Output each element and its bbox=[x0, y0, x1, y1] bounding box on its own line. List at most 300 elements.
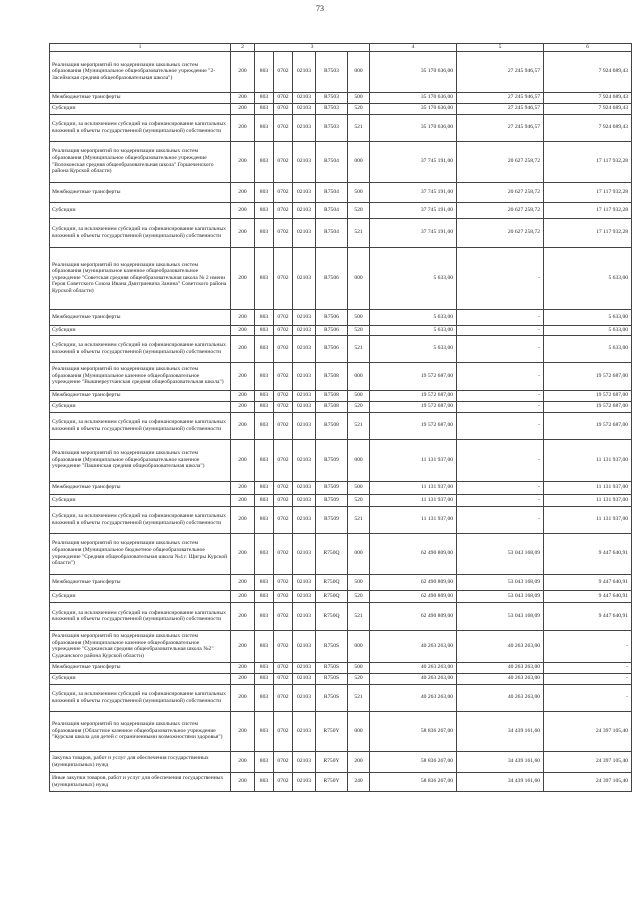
cs2-cell: R7504 bbox=[316, 218, 348, 247]
gr-cell: 200 bbox=[231, 182, 255, 202]
name-cell: Межбюджетные трансферты bbox=[50, 182, 231, 202]
amount-cell: - bbox=[457, 390, 544, 401]
gr-cell: 200 bbox=[231, 673, 255, 684]
table-row bbox=[50, 218, 632, 247]
amount-cell: - bbox=[457, 494, 544, 506]
cs-cell: 02103 bbox=[293, 481, 316, 494]
pr-cell: 0702 bbox=[274, 751, 293, 772]
amount-cell: 5 633,00 bbox=[370, 309, 457, 325]
vr-cell: 500 bbox=[348, 309, 370, 325]
vr-cell: 520 bbox=[348, 401, 370, 412]
cs2-cell: R7504 bbox=[316, 182, 348, 202]
name-cell: Субсидии, за исключением субсидий на софинансирование капитальных вложений в объекты государственной (муниципальной) собственности bbox=[50, 602, 231, 630]
cs-cell: 02103 bbox=[293, 309, 316, 325]
rz-cell: 803 bbox=[255, 574, 274, 590]
amount-cell: 40 263 263,00 bbox=[370, 630, 457, 662]
rz-cell: 803 bbox=[255, 590, 274, 602]
amount-cell: 17 117 932,28 bbox=[544, 218, 632, 247]
pr-cell: 0702 bbox=[274, 684, 293, 711]
cs-cell: 02103 bbox=[293, 362, 316, 390]
gr-cell: 200 bbox=[231, 662, 255, 673]
vr-cell: 521 bbox=[348, 506, 370, 533]
amount-cell: 35 170 636,00 bbox=[370, 92, 457, 103]
gr-cell: 200 bbox=[231, 439, 255, 481]
amount-cell: - bbox=[457, 401, 544, 412]
name-cell: Реализация мероприятий по модернизации школьных систем образования (Областное казенное общеобразовательное учреждение "Курская школа для детей с ограниченными возможностями здоровья") bbox=[50, 711, 231, 751]
amount-cell: 19 572 687,00 bbox=[370, 401, 457, 412]
amount-cell: 37 745 191,00 bbox=[370, 202, 457, 218]
gr-cell: 200 bbox=[231, 590, 255, 602]
amount-cell: 11 131 937,00 bbox=[544, 439, 632, 481]
name-cell: Субсидии, за исключением субсидий на софинансирование капитальных вложений в объекты государственной (муниципальной) собственности bbox=[50, 218, 231, 247]
name-cell: Субсидии bbox=[50, 401, 231, 412]
amount-cell: 20 627 258,72 bbox=[457, 141, 544, 182]
amount-cell: 35 170 636,00 bbox=[370, 51, 457, 92]
table-row bbox=[50, 481, 632, 494]
cs-cell: 02103 bbox=[293, 711, 316, 751]
pr-cell: 0702 bbox=[274, 325, 293, 335]
amount-cell: 34 439 161,60 bbox=[457, 711, 544, 751]
pr-cell: 0702 bbox=[274, 335, 293, 362]
amount-cell: 20 627 258,72 bbox=[457, 182, 544, 202]
amount-cell: - bbox=[544, 673, 632, 684]
table-row bbox=[50, 684, 632, 711]
pr-cell: 0702 bbox=[274, 114, 293, 141]
gr-cell: 200 bbox=[231, 630, 255, 662]
cs-cell: 02103 bbox=[293, 673, 316, 684]
vr-cell: 521 bbox=[348, 602, 370, 630]
cs2-cell: R750Y bbox=[316, 711, 348, 751]
table-row bbox=[50, 401, 632, 412]
vr-cell: 000 bbox=[348, 711, 370, 751]
amount-cell: 11 131 937,00 bbox=[544, 506, 632, 533]
amount-cell: 11 131 937,00 bbox=[370, 481, 457, 494]
cs2-cell: R750S bbox=[316, 673, 348, 684]
cs-cell: 02103 bbox=[293, 494, 316, 506]
vr-cell: 500 bbox=[348, 481, 370, 494]
amount-cell: 34 439 161,60 bbox=[457, 751, 544, 772]
vr-cell: 000 bbox=[348, 362, 370, 390]
amount-cell: 9 447 640,91 bbox=[544, 533, 632, 574]
cs2-cell: R7508 bbox=[316, 401, 348, 412]
cs-cell: 02103 bbox=[293, 325, 316, 335]
amount-cell: - bbox=[544, 662, 632, 673]
name-cell: Субсидии, за исключением субсидий на софинансирование капитальных вложений в объекты государственной (муниципальной) собственности bbox=[50, 114, 231, 141]
rz-cell: 803 bbox=[255, 684, 274, 711]
amount-cell: - bbox=[457, 481, 544, 494]
vr-cell: 500 bbox=[348, 92, 370, 103]
rz-cell: 803 bbox=[255, 141, 274, 182]
cs2-cell: R7508 bbox=[316, 412, 348, 439]
table-row bbox=[50, 325, 632, 335]
cs2-cell: R7508 bbox=[316, 390, 348, 401]
cs2-cell: R750Y bbox=[316, 751, 348, 772]
header-cell: 3 bbox=[255, 44, 370, 52]
amount-cell: 5 633,00 bbox=[544, 335, 632, 362]
cs-cell: 02103 bbox=[293, 247, 316, 309]
pr-cell: 0702 bbox=[274, 202, 293, 218]
cs2-cell: R750Q bbox=[316, 590, 348, 602]
amount-cell: 11 131 937,00 bbox=[544, 494, 632, 506]
cs-cell: 02103 bbox=[293, 141, 316, 182]
amount-cell: - bbox=[457, 247, 544, 309]
name-cell: Субсидии bbox=[50, 494, 231, 506]
pr-cell: 0702 bbox=[274, 412, 293, 439]
amount-cell: - bbox=[544, 684, 632, 711]
name-cell: Реализация мероприятий по модернизации школьных систем образования (Муниципальное общеобразовательное учреждение "2-Засеймская средняя общеобразовательная школа") bbox=[50, 51, 231, 92]
amount-cell: 5 633,00 bbox=[370, 247, 457, 309]
cs-cell: 02103 bbox=[293, 662, 316, 673]
amount-cell: - bbox=[457, 335, 544, 362]
vr-cell: 520 bbox=[348, 494, 370, 506]
rz-cell: 803 bbox=[255, 439, 274, 481]
vr-cell: 521 bbox=[348, 412, 370, 439]
table-row bbox=[50, 182, 632, 202]
name-cell: Межбюджетные трансферты bbox=[50, 92, 231, 103]
table-row bbox=[50, 309, 632, 325]
name-cell: Субсидии, за исключением субсидий на софинансирование капитальных вложений в объекты государственной (муниципальной) собственности bbox=[50, 412, 231, 439]
amount-cell: 58 836 267,00 bbox=[370, 751, 457, 772]
amount-cell: 19 572 687,00 bbox=[370, 412, 457, 439]
vr-cell: 000 bbox=[348, 51, 370, 92]
vr-cell: 500 bbox=[348, 574, 370, 590]
table-row bbox=[50, 751, 632, 772]
vr-cell: 500 bbox=[348, 182, 370, 202]
amount-cell: - bbox=[457, 439, 544, 481]
amount-cell: 53 043 168,09 bbox=[457, 533, 544, 574]
table-row bbox=[50, 439, 632, 481]
cs2-cell: R7503 bbox=[316, 92, 348, 103]
amount-cell: 19 572 687,00 bbox=[544, 362, 632, 390]
rz-cell: 803 bbox=[255, 751, 274, 772]
name-cell: Закупка товаров, работ и услуг для обеспечения государственных (муниципальных) нужд bbox=[50, 751, 231, 772]
pr-cell: 0702 bbox=[274, 390, 293, 401]
rz-cell: 803 bbox=[255, 182, 274, 202]
cs-cell: 02103 bbox=[293, 390, 316, 401]
amount-cell: 62 490 809,00 bbox=[370, 602, 457, 630]
cs2-cell: R7504 bbox=[316, 202, 348, 218]
amount-cell: 20 627 258,72 bbox=[457, 202, 544, 218]
amount-cell: 34 439 161,60 bbox=[457, 772, 544, 791]
name-cell: Субсидии bbox=[50, 103, 231, 114]
rz-cell: 803 bbox=[255, 51, 274, 92]
pr-cell: 0702 bbox=[274, 630, 293, 662]
gr-cell: 200 bbox=[231, 309, 255, 325]
gr-cell: 200 bbox=[231, 772, 255, 791]
amount-cell: 53 043 168,09 bbox=[457, 590, 544, 602]
cs2-cell: R7504 bbox=[316, 141, 348, 182]
name-cell: Субсидии, за исключением субсидий на софинансирование капитальных вложений в объекты государственной (муниципальной) собственности bbox=[50, 684, 231, 711]
amount-cell: 19 572 687,00 bbox=[370, 362, 457, 390]
amount-cell: 35 170 636,00 bbox=[370, 103, 457, 114]
amount-cell: 40 263 263,00 bbox=[457, 673, 544, 684]
amount-cell: - bbox=[457, 506, 544, 533]
table-row bbox=[50, 506, 632, 533]
cs2-cell: R7506 bbox=[316, 247, 348, 309]
gr-cell: 200 bbox=[231, 218, 255, 247]
amount-cell: 40 263 263,00 bbox=[457, 684, 544, 711]
gr-cell: 200 bbox=[231, 202, 255, 218]
vr-cell: 500 bbox=[348, 390, 370, 401]
gr-cell: 200 bbox=[231, 711, 255, 751]
cs-cell: 02103 bbox=[293, 439, 316, 481]
pr-cell: 0702 bbox=[274, 51, 293, 92]
amount-cell: 24 397 105,40 bbox=[544, 711, 632, 751]
table-row bbox=[50, 630, 632, 662]
cs2-cell: R750S bbox=[316, 684, 348, 711]
table-row bbox=[50, 602, 632, 630]
vr-cell: 520 bbox=[348, 590, 370, 602]
table-row bbox=[50, 590, 632, 602]
amount-cell: 40 263 263,00 bbox=[370, 662, 457, 673]
cs2-cell: R7506 bbox=[316, 335, 348, 362]
amount-cell: 40 263 263,00 bbox=[370, 673, 457, 684]
amount-cell: 7 924 689,43 bbox=[544, 114, 632, 141]
cs-cell: 02103 bbox=[293, 751, 316, 772]
amount-cell: - bbox=[457, 362, 544, 390]
name-cell: Реализация мероприятий по модернизации школьных систем образования (Муниципальное бюджетное общеобразовательное учреждение "Средняя общеобразовательная школа №4 г. Щигры Курской области") bbox=[50, 533, 231, 574]
pr-cell: 0702 bbox=[274, 218, 293, 247]
table-header-row bbox=[50, 44, 632, 52]
vr-cell: 520 bbox=[348, 202, 370, 218]
cs-cell: 02103 bbox=[293, 772, 316, 791]
header-cell: 4 bbox=[370, 44, 457, 52]
vr-cell: 520 bbox=[348, 673, 370, 684]
amount-cell: 5 633,00 bbox=[370, 335, 457, 362]
rz-cell: 803 bbox=[255, 103, 274, 114]
cs2-cell: R7506 bbox=[316, 309, 348, 325]
amount-cell: 11 131 937,00 bbox=[370, 506, 457, 533]
amount-cell: 11 131 937,00 bbox=[544, 481, 632, 494]
rz-cell: 803 bbox=[255, 401, 274, 412]
rz-cell: 803 bbox=[255, 506, 274, 533]
vr-cell: 000 bbox=[348, 439, 370, 481]
vr-cell: 200 bbox=[348, 751, 370, 772]
name-cell: Субсидии, за исключением субсидий на софинансирование капитальных вложений в объекты государственной (муниципальной) собственности bbox=[50, 335, 231, 362]
amount-cell: 53 043 168,09 bbox=[457, 602, 544, 630]
cs-cell: 02103 bbox=[293, 114, 316, 141]
cs2-cell: R7506 bbox=[316, 325, 348, 335]
pr-cell: 0702 bbox=[274, 494, 293, 506]
pr-cell: 0702 bbox=[274, 772, 293, 791]
pr-cell: 0702 bbox=[274, 673, 293, 684]
amount-cell: - bbox=[457, 325, 544, 335]
gr-cell: 200 bbox=[231, 506, 255, 533]
rz-cell: 803 bbox=[255, 533, 274, 574]
cs2-cell: R7509 bbox=[316, 481, 348, 494]
gr-cell: 200 bbox=[231, 533, 255, 574]
cs2-cell: R750Q bbox=[316, 533, 348, 574]
cs-cell: 02103 bbox=[293, 335, 316, 362]
cs-cell: 02103 bbox=[293, 182, 316, 202]
gr-cell: 200 bbox=[231, 114, 255, 141]
vr-cell: 000 bbox=[348, 247, 370, 309]
name-cell: Субсидии, за исключением субсидий на софинансирование капитальных вложений в объекты государственной (муниципальной) собственности bbox=[50, 506, 231, 533]
rz-cell: 803 bbox=[255, 481, 274, 494]
header-cell: 6 bbox=[544, 44, 632, 52]
cs-cell: 02103 bbox=[293, 602, 316, 630]
cs2-cell: R7509 bbox=[316, 439, 348, 481]
amount-cell: 20 627 258,72 bbox=[457, 218, 544, 247]
rz-cell: 803 bbox=[255, 630, 274, 662]
rz-cell: 803 bbox=[255, 247, 274, 309]
amount-cell: 19 572 687,00 bbox=[544, 412, 632, 439]
cs2-cell: R750Q bbox=[316, 602, 348, 630]
name-cell: Реализация мероприятий по модернизации школьных систем образования (Муниципальное общеобразовательное казенное учреждение "Пашинская средняя общеобразовательная школа") bbox=[50, 439, 231, 481]
pr-cell: 0702 bbox=[274, 141, 293, 182]
name-cell: Межбюджетные трансферты bbox=[50, 662, 231, 673]
amount-cell: 5 633,00 bbox=[370, 325, 457, 335]
rz-cell: 803 bbox=[255, 309, 274, 325]
gr-cell: 200 bbox=[231, 481, 255, 494]
amount-cell: 37 745 191,00 bbox=[370, 141, 457, 182]
pr-cell: 0702 bbox=[274, 182, 293, 202]
pr-cell: 0702 bbox=[274, 309, 293, 325]
amount-cell: 58 836 267,00 bbox=[370, 711, 457, 751]
cs2-cell: R7509 bbox=[316, 494, 348, 506]
name-cell: Субсидии bbox=[50, 202, 231, 218]
table-row bbox=[50, 103, 632, 114]
table-row bbox=[50, 92, 632, 103]
gr-cell: 200 bbox=[231, 335, 255, 362]
name-cell: Межбюджетные трансферты bbox=[50, 390, 231, 401]
amount-cell: 7 924 689,43 bbox=[544, 103, 632, 114]
cs2-cell: R7503 bbox=[316, 51, 348, 92]
table-row bbox=[50, 494, 632, 506]
amount-cell: - bbox=[457, 309, 544, 325]
cs-cell: 02103 bbox=[293, 506, 316, 533]
amount-cell: 62 490 809,00 bbox=[370, 533, 457, 574]
cs-cell: 02103 bbox=[293, 684, 316, 711]
table-row bbox=[50, 533, 632, 574]
pr-cell: 0702 bbox=[274, 401, 293, 412]
cs-cell: 02103 bbox=[293, 218, 316, 247]
gr-cell: 200 bbox=[231, 51, 255, 92]
page-number: 73 bbox=[316, 4, 324, 13]
pr-cell: 0702 bbox=[274, 506, 293, 533]
rz-cell: 803 bbox=[255, 335, 274, 362]
name-cell: Реализация мероприятий по модернизации школьных систем образования (Муниципальное общеобразовательное учреждение "Волоконская средняя общеобразовательная школа" Горшеченского района Курской области) bbox=[50, 141, 231, 182]
rz-cell: 803 bbox=[255, 662, 274, 673]
amount-cell: 9 447 640,91 bbox=[544, 590, 632, 602]
vr-cell: 521 bbox=[348, 218, 370, 247]
vr-cell: 520 bbox=[348, 325, 370, 335]
cs-cell: 02103 bbox=[293, 590, 316, 602]
table-row bbox=[50, 390, 632, 401]
cs-cell: 02103 bbox=[293, 51, 316, 92]
gr-cell: 200 bbox=[231, 92, 255, 103]
amount-cell: 40 263 263,00 bbox=[370, 684, 457, 711]
amount-cell: 19 572 687,00 bbox=[544, 401, 632, 412]
rz-cell: 803 bbox=[255, 772, 274, 791]
amount-cell: - bbox=[457, 412, 544, 439]
rz-cell: 803 bbox=[255, 202, 274, 218]
name-cell: Межбюджетные трансферты bbox=[50, 309, 231, 325]
cs2-cell: R750Q bbox=[316, 574, 348, 590]
vr-cell: 240 bbox=[348, 772, 370, 791]
cs-cell: 02103 bbox=[293, 412, 316, 439]
table-row bbox=[50, 141, 632, 182]
vr-cell: 000 bbox=[348, 630, 370, 662]
rz-cell: 803 bbox=[255, 92, 274, 103]
cs-cell: 02103 bbox=[293, 202, 316, 218]
name-cell: Иные закупки товаров, работ и услуг для обеспечения государственных (муниципальных) нужд bbox=[50, 772, 231, 791]
name-cell: Межбюджетные трансферты bbox=[50, 574, 231, 590]
amount-cell: 9 447 640,91 bbox=[544, 602, 632, 630]
rz-cell: 803 bbox=[255, 218, 274, 247]
gr-cell: 200 bbox=[231, 390, 255, 401]
vr-cell: 520 bbox=[348, 103, 370, 114]
rz-cell: 803 bbox=[255, 325, 274, 335]
table-row bbox=[50, 772, 632, 791]
gr-cell: 200 bbox=[231, 247, 255, 309]
rz-cell: 803 bbox=[255, 390, 274, 401]
amount-cell: 40 263 263,00 bbox=[457, 662, 544, 673]
table-row bbox=[50, 362, 632, 390]
amount-cell: 62 490 809,00 bbox=[370, 574, 457, 590]
amount-cell: 17 117 932,28 bbox=[544, 141, 632, 182]
table-row bbox=[50, 51, 632, 92]
amount-cell: 19 572 687,00 bbox=[544, 390, 632, 401]
name-cell: Реализация мероприятий по модернизации школьных систем образования (муниципальное казенное общеобразовательное учреждение "Советская средняя общеобразовательная школа № 2 имени Героя Советского Союза Ивана Дмитриевича Занина" Советского района Курской области) bbox=[50, 247, 231, 309]
amount-cell: 17 117 932,28 bbox=[544, 202, 632, 218]
amount-cell: 17 117 932,28 bbox=[544, 182, 632, 202]
table-row bbox=[50, 335, 632, 362]
pr-cell: 0702 bbox=[274, 362, 293, 390]
pr-cell: 0702 bbox=[274, 439, 293, 481]
amount-cell: 11 131 937,00 bbox=[370, 494, 457, 506]
amount-cell: 27 245 946,57 bbox=[457, 51, 544, 92]
cs2-cell: R7508 bbox=[316, 362, 348, 390]
gr-cell: 200 bbox=[231, 103, 255, 114]
cs-cell: 02103 bbox=[293, 92, 316, 103]
rz-cell: 803 bbox=[255, 494, 274, 506]
name-cell: Реализация мероприятий по модернизации школьных систем образования (Муниципальное казенное общеобразовательное учреждение "Суджанская средняя общеобразовательная школа №2" Суджанского района Курской области) bbox=[50, 630, 231, 662]
pr-cell: 0702 bbox=[274, 533, 293, 574]
amount-cell: 24 397 105,40 bbox=[544, 772, 632, 791]
pr-cell: 0702 bbox=[274, 247, 293, 309]
table-row bbox=[50, 574, 632, 590]
amount-cell: 5 633,00 bbox=[544, 325, 632, 335]
rz-cell: 803 bbox=[255, 673, 274, 684]
gr-cell: 200 bbox=[231, 362, 255, 390]
amount-cell: 11 131 937,00 bbox=[370, 439, 457, 481]
amount-cell: 5 633,00 bbox=[544, 247, 632, 309]
amount-cell: 7 924 689,43 bbox=[544, 51, 632, 92]
name-cell: Субсидии bbox=[50, 673, 231, 684]
pr-cell: 0702 bbox=[274, 602, 293, 630]
pr-cell: 0702 bbox=[274, 92, 293, 103]
cs-cell: 02103 bbox=[293, 574, 316, 590]
table-row bbox=[50, 673, 632, 684]
gr-cell: 200 bbox=[231, 684, 255, 711]
gr-cell: 200 bbox=[231, 602, 255, 630]
cs2-cell: R7503 bbox=[316, 103, 348, 114]
amount-cell: - bbox=[544, 630, 632, 662]
header-cell: 1 bbox=[50, 44, 231, 52]
pr-cell: 0702 bbox=[274, 590, 293, 602]
header-cell: 5 bbox=[457, 44, 544, 52]
amount-cell: 37 745 191,00 bbox=[370, 218, 457, 247]
table-row bbox=[50, 114, 632, 141]
name-cell: Субсидии bbox=[50, 325, 231, 335]
rz-cell: 803 bbox=[255, 362, 274, 390]
pr-cell: 0702 bbox=[274, 662, 293, 673]
amount-cell: 58 836 267,00 bbox=[370, 772, 457, 791]
table-row bbox=[50, 412, 632, 439]
gr-cell: 200 bbox=[231, 751, 255, 772]
table-row bbox=[50, 662, 632, 673]
